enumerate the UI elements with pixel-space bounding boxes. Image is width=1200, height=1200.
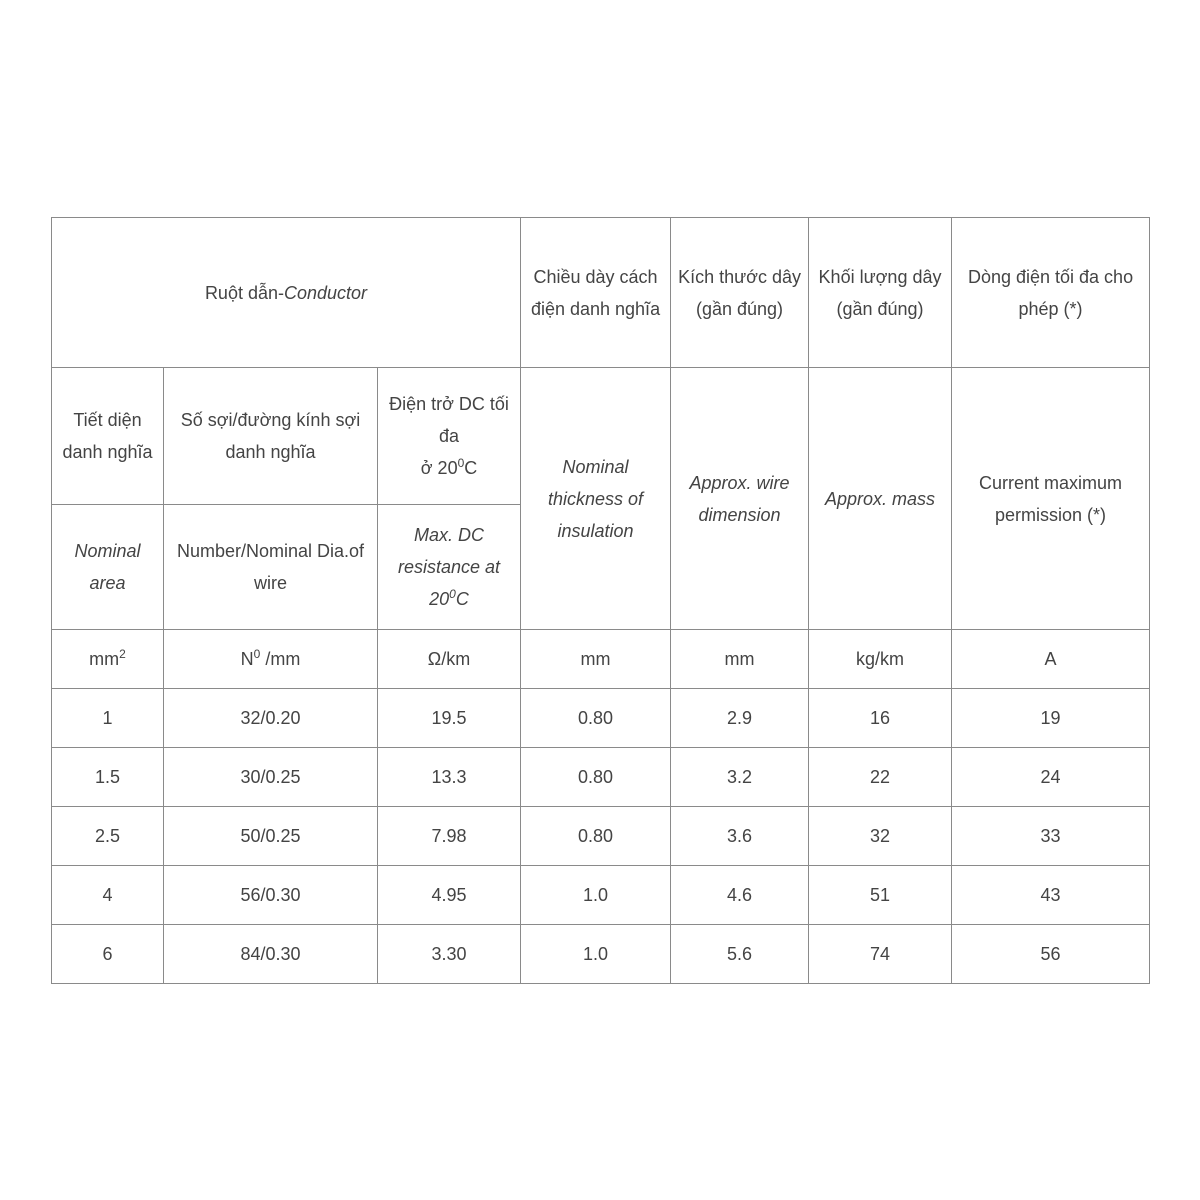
cell-strands: 56/0.30	[164, 866, 378, 925]
cell-area: 2.5	[52, 807, 164, 866]
dimension-header-en: Approx. wire dimension	[671, 368, 809, 630]
cell-mass: 74	[809, 925, 952, 984]
cell-mass: 51	[809, 866, 952, 925]
header-row-1	[52, 218, 1150, 368]
cell-current: 33	[952, 807, 1150, 866]
cell-insulation: 0.80	[521, 689, 671, 748]
cell-current: 24	[952, 748, 1150, 807]
table-row	[52, 807, 1150, 866]
cell-current: 19	[952, 689, 1150, 748]
current-header-vi: Dòng điện tối đa cho phép (*)	[952, 218, 1150, 368]
units-row	[52, 630, 1150, 689]
cell-current: 43	[952, 866, 1150, 925]
insulation-header-en: Nominal thickness of insulation	[521, 368, 671, 630]
cell-current: 56	[952, 925, 1150, 984]
cell-strands: 30/0.25	[164, 748, 378, 807]
cell-insulation: 0.80	[521, 807, 671, 866]
strands-header-en: Number/Nominal Dia.of wire	[164, 505, 378, 630]
cell-insulation: 0.80	[521, 748, 671, 807]
table-row	[52, 866, 1150, 925]
cell-dimension: 5.6	[671, 925, 809, 984]
cell-insulation: 1.0	[521, 866, 671, 925]
cell-strands: 32/0.20	[164, 689, 378, 748]
resistance-header-en: Max. DC resistance at $20^0C$	[378, 505, 521, 630]
header-row-2	[52, 368, 1150, 505]
cell-area: 6	[52, 925, 164, 984]
cell-mass: 22	[809, 748, 952, 807]
unit-resistance: Ω/km	[378, 630, 521, 689]
unit-insulation: mm	[521, 630, 671, 689]
cell-strands: 84/0.30	[164, 925, 378, 984]
cell-resistance: 4.95	[378, 866, 521, 925]
unit-area: $mm^2$	[52, 630, 164, 689]
unit-strands: $N^0$ /mm	[164, 630, 378, 689]
cell-dimension: 4.6	[671, 866, 809, 925]
cell-resistance: 19.5	[378, 689, 521, 748]
insulation-header-vi: Chiều dày cách điện danh nghĩa	[521, 218, 671, 368]
area-header-vi: Tiết diện danh nghĩa	[52, 368, 164, 505]
cell-resistance: 3.30	[378, 925, 521, 984]
cell-dimension: 3.2	[671, 748, 809, 807]
current-header-en: Current maximum permission (*)	[952, 368, 1150, 630]
cell-mass: 32	[809, 807, 952, 866]
unit-dimension: mm	[671, 630, 809, 689]
cell-area: 1.5	[52, 748, 164, 807]
cable-spec-table	[51, 217, 1150, 984]
resistance-header-vi: Điện trở DC tối đa ở $20^0C$	[378, 368, 521, 505]
cell-area: 1	[52, 689, 164, 748]
conductor-header: Ruột dẫn-Conductor	[52, 218, 521, 368]
table-row	[52, 925, 1150, 984]
unit-current: A	[952, 630, 1150, 689]
mass-header-en: Approx. mass	[809, 368, 952, 630]
cell-dimension: 3.6	[671, 807, 809, 866]
table-row	[52, 689, 1150, 748]
cell-strands: 50/0.25	[164, 807, 378, 866]
table-row	[52, 748, 1150, 807]
cell-area: 4	[52, 866, 164, 925]
area-header-en: Nominal area	[52, 505, 164, 630]
mass-header-vi: Khối lượng dây (gần đúng)	[809, 218, 952, 368]
cell-resistance: 13.3	[378, 748, 521, 807]
cell-insulation: 1.0	[521, 925, 671, 984]
cell-mass: 16	[809, 689, 952, 748]
cell-dimension: 2.9	[671, 689, 809, 748]
unit-mass: kg/km	[809, 630, 952, 689]
strands-header-vi: Số sợi/đường kính sợi danh nghĩa	[164, 368, 378, 505]
dimension-header-vi: Kích thước dây (gần đúng)	[671, 218, 809, 368]
cell-resistance: 7.98	[378, 807, 521, 866]
